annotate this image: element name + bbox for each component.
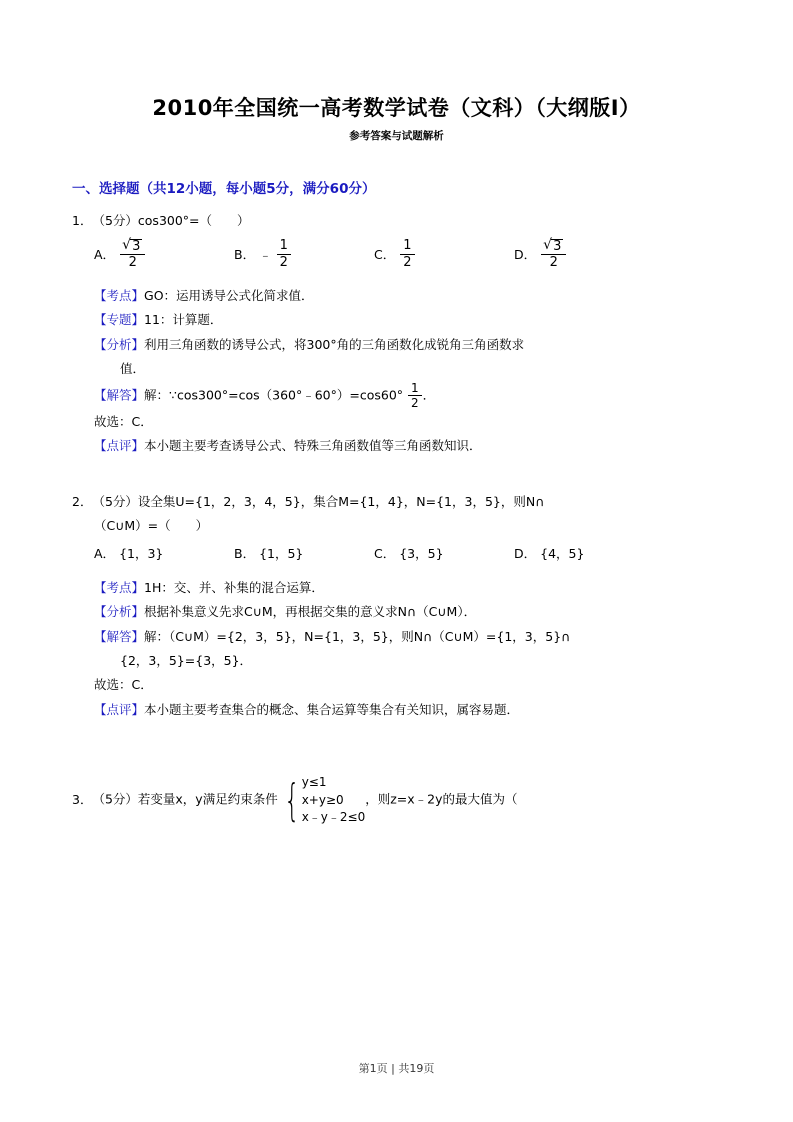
- question-1-text: cos300°=（ ）: [137, 213, 250, 228]
- q2-answer-text: 故选：C．: [94, 677, 153, 693]
- question-1-score: （5分）: [92, 213, 138, 228]
- choice-c-label: C．: [374, 545, 396, 561]
- q1-jieda-text: 解：∵cos300°=cos（360°﹣60°）=cos60°: [144, 387, 404, 403]
- choice-a-denominator: 2: [128, 255, 137, 271]
- q1-zhuanti-tag: 【专题】: [94, 312, 145, 328]
- choice-b-value: {1，5}: [259, 545, 304, 561]
- question-3-text-post: ，则z=x﹣2y的最大值为（: [365, 791, 518, 807]
- question-2-choices: [72, 544, 721, 562]
- choice-a-radicand: 3: [132, 238, 141, 254]
- choice-a[interactable]: [94, 239, 234, 270]
- page-subtitle: 参考答案与试题解析: [349, 130, 444, 142]
- choice-d[interactable]: [514, 239, 654, 270]
- q1-fenxi-cont-text: 值．: [120, 361, 146, 377]
- q2-fenxi-tag: 【分析】: [94, 604, 145, 620]
- q2-dianping-tag: 【点评】: [94, 701, 145, 717]
- q1-fenxi-tag: 【分析】: [94, 336, 145, 352]
- choice-c[interactable]: [374, 239, 514, 270]
- q1-zhuanti-text: 11：计算题．: [144, 312, 223, 328]
- q1-fenxi-cont: [72, 357, 721, 381]
- q2-jieda-cont: [72, 649, 721, 673]
- q1-dianping-tag: 【点评】: [94, 438, 145, 454]
- choice-b-denominator: 2: [279, 254, 288, 270]
- q2-kaodian-text: 1H：交、并、补集的混合运算．: [144, 579, 324, 595]
- choice-c-label: C．: [374, 247, 396, 263]
- spacer: [72, 464, 721, 490]
- question-3: [72, 774, 721, 826]
- choice-c-numerator: 1: [400, 239, 414, 255]
- left-brace-glyph: {: [284, 774, 300, 826]
- q2-jieda-cont-text: {2，3，5}={3，5}．: [120, 653, 253, 669]
- choice-c-value: [400, 239, 414, 269]
- choice-a-value: {1，3}: [119, 545, 164, 561]
- choice-d-value: {4，5}: [540, 545, 585, 561]
- q1-kaodian: [72, 284, 721, 308]
- q2-jieda: [72, 625, 721, 649]
- question-3-stem: [72, 774, 721, 826]
- q2-jieda-text: 解：（C∪M）={2，3，5}，N={1，3，5}，则N∩（C∪M）={1，3，5}∩: [144, 628, 571, 644]
- q1-dianping: [72, 434, 721, 458]
- q1-answer-text: 故选：C．: [94, 413, 153, 429]
- choice-b-label: B．: [234, 545, 256, 561]
- question-1: [72, 209, 721, 458]
- question-2-score: （5分）: [92, 494, 138, 510]
- choice-b-value: [277, 239, 291, 269]
- question-1-choices: [72, 239, 721, 270]
- question-2-stem-cont: [72, 514, 721, 538]
- q2-jieda-tag: 【解答】: [94, 628, 145, 644]
- choice-d-label: D．: [514, 545, 537, 561]
- choice-b-label: B．: [234, 247, 256, 263]
- spacer: [72, 754, 721, 774]
- choice-b-sign: ﹣: [259, 247, 272, 263]
- spacer: [72, 728, 721, 754]
- q1-jieda-frac-den: 2: [411, 396, 419, 411]
- choice-b[interactable]: [234, 239, 374, 270]
- question-3-number: 3．: [72, 791, 93, 807]
- choice-b[interactable]: [234, 544, 374, 562]
- choice-d-denominator: 2: [549, 255, 558, 271]
- q2-fenxi-text: 根据补集意义先求C∪M，再根据交集的意义求N∩（C∪M）．: [144, 604, 477, 620]
- q1-answer-line: [72, 410, 721, 434]
- system-line-3: x﹣y﹣2≤0: [301, 810, 366, 824]
- question-1-number: 1．: [72, 213, 93, 228]
- choice-c-value: {3，5}: [399, 545, 444, 561]
- q1-kaodian-tag: 【考点】: [94, 288, 145, 304]
- q2-kaodian-tag: 【考点】: [94, 579, 145, 595]
- question-2-number: 2．: [72, 494, 93, 510]
- system-line-1: y≤1: [301, 775, 327, 790]
- question-3-text-pre: 若变量x，y满足约束条件: [137, 791, 278, 807]
- choice-d-label: D．: [514, 247, 537, 263]
- question-3-score: （5分）: [92, 791, 138, 807]
- page-title: 2010年全国统一高考数学试卷（文科）（大纲版Ⅰ）: [152, 96, 641, 120]
- q1-kaodian-text: GO：运用诱导公式化简求值．: [144, 288, 314, 304]
- choice-c[interactable]: [374, 544, 514, 562]
- q2-dianping: [72, 698, 721, 722]
- q2-kaodian: [72, 576, 721, 600]
- q1-jieda-tag: 【解答】: [94, 387, 145, 403]
- q2-fenxi: [72, 600, 721, 624]
- question-2: [72, 490, 721, 722]
- choice-d-radicand: 3: [553, 238, 562, 254]
- page-footer: 第1页 | 共19页: [358, 1062, 435, 1075]
- choice-a-label: A．: [94, 247, 116, 263]
- q1-jieda-fraction: [408, 382, 422, 410]
- q1-fenxi-text: 利用三角函数的诱导公式，将300°角的三角函数化成锐角三角函数求: [144, 336, 525, 352]
- choice-a[interactable]: [94, 544, 234, 562]
- q1-jieda: [72, 382, 721, 410]
- choice-a-value: [120, 239, 145, 270]
- choice-d[interactable]: [514, 544, 654, 562]
- choice-c-denominator: 2: [403, 254, 412, 270]
- q1-dianping-text: 本小题主要考查诱导公式、特殊三角函数值等三角函数知识．: [144, 438, 482, 454]
- q1-jieda-frac-num: 1: [408, 382, 422, 397]
- q2-answer-line: [72, 673, 721, 697]
- system-line-2: x+y≥0: [301, 792, 344, 807]
- q2-dianping-text: 本小题主要考查集合的概念、集合运算等集合有关知识，属容易题．: [144, 701, 520, 717]
- section-heading: 一、选择题（共12小题，每小题5分，满分60分）: [72, 181, 376, 197]
- choice-d-value: [541, 239, 566, 270]
- question-2-text-cont: （C∪M）=（ ）: [94, 518, 209, 534]
- choice-a-label: A．: [94, 545, 116, 561]
- choice-b-numerator: 1: [277, 239, 291, 255]
- question-2-text: 设全集U={1，2，3，4，5}，集合M={1，4}，N={1，3，5}，则N∩: [137, 494, 545, 510]
- question-2-stem: [72, 490, 721, 514]
- question-1-stem: [72, 209, 721, 233]
- question-3-system: [278, 774, 366, 826]
- q1-zhuanti: [72, 308, 721, 332]
- q1-fenxi: [72, 333, 721, 357]
- q1-jieda-tail: ．: [422, 387, 436, 403]
